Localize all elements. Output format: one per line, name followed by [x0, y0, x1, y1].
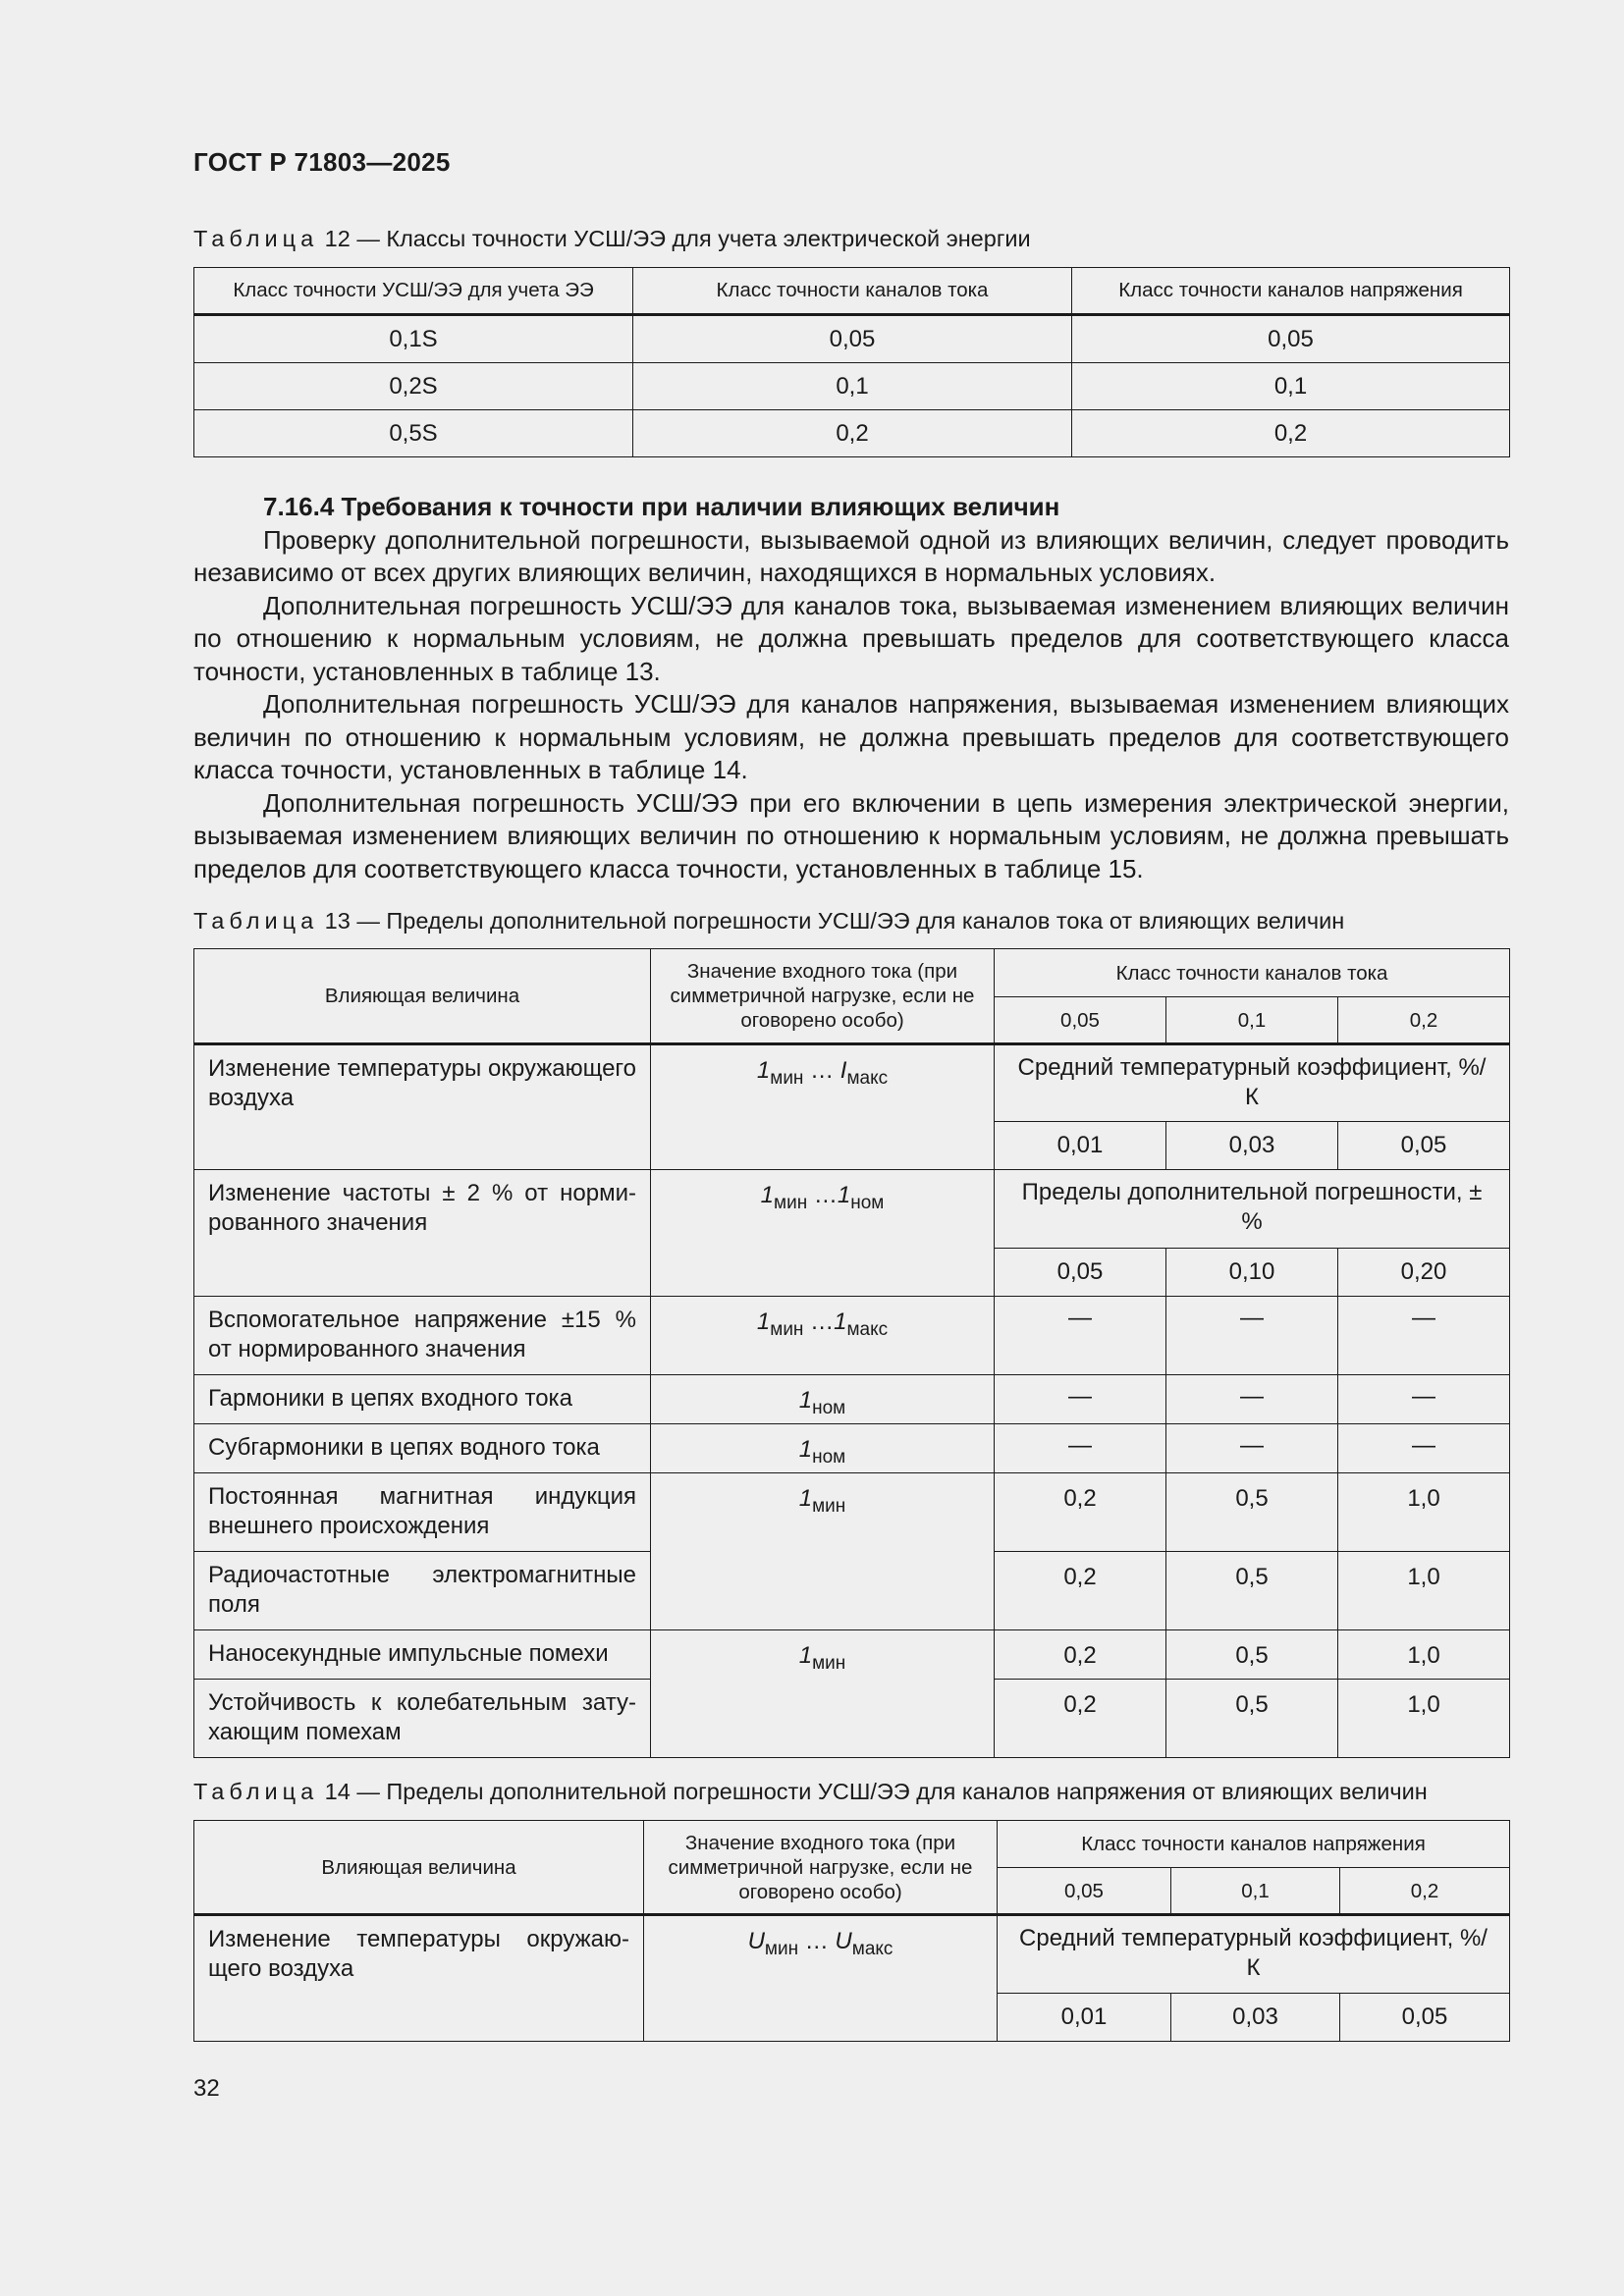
table-cell: — — [995, 1424, 1166, 1473]
class-column-header: 0,2 — [1340, 1868, 1510, 1915]
table-cell: 0,1 — [633, 363, 1072, 410]
table-cell: 0,03 — [1166, 1122, 1338, 1170]
current-range — [651, 1170, 995, 1297]
table-13-caption — [193, 908, 1344, 934]
table-cell: 1,0 — [1338, 1473, 1510, 1552]
quantity-label: Субгармоники в цепях водного тока — [194, 1424, 651, 1473]
quantity-label: Гармоники в цепях входного тока — [194, 1375, 651, 1424]
range-subscript: макс — [851, 1938, 893, 1959]
paragraph: Дополнительная погрешность УСШ/ЭЭ для каналов напряжения, вызываемая изменением влияющих величин по отношению к нормальным условиям, не должна превышать пределов для соответствующего класса точности, установленных в таблице 14. — [193, 689, 1509, 784]
range-subscript: мин — [812, 1495, 846, 1517]
table-cell: 0,05 — [1338, 1122, 1510, 1170]
class-column-header: 0,1 — [1166, 997, 1338, 1044]
range-symbol: U — [747, 1928, 765, 1954]
table-cell: — — [1338, 1297, 1510, 1375]
range-subscript: мин — [764, 1938, 799, 1959]
table-cell: 1,0 — [1338, 1630, 1510, 1680]
caption-word: Таблица — [193, 908, 319, 934]
range-symbol: 1 — [798, 1387, 813, 1414]
range-ellipsis: … — [798, 1928, 836, 1954]
table-header-row — [194, 949, 1510, 997]
range-subscript: макс — [846, 1318, 889, 1340]
page-number: 32 — [193, 2075, 220, 2102]
table-cell: 0,5S — [194, 410, 633, 457]
document-header: ГОСТ Р 71803—2025 — [193, 147, 451, 177]
table-cell: 0,1S — [194, 315, 633, 363]
table-cell: 0,03 — [1171, 1994, 1340, 2042]
column-header: Класс точности каналов тока — [633, 268, 1072, 315]
table-cell: — — [1166, 1375, 1338, 1424]
range-symbol: 1 — [798, 1642, 813, 1669]
limits-note: Пределы дополнительной погрешности, ± % — [995, 1170, 1510, 1249]
range-symbol: 1 — [760, 1182, 775, 1208]
table-cell: 0,5 — [1166, 1630, 1338, 1680]
current-range — [651, 1297, 995, 1375]
range-subscript: макс — [846, 1067, 889, 1089]
current-range — [651, 1473, 995, 1630]
table-12-caption — [193, 226, 1031, 252]
class-column-header: 0,1 — [1171, 1868, 1340, 1915]
caption-text: 13 — Пределы дополнительной погрешности УСШ/ЭЭ для каналов тока от влияющих величин — [318, 908, 1345, 934]
range-symbol: 1 — [834, 1308, 847, 1335]
range-subscript: мин — [812, 1652, 846, 1674]
table-cell: 0,2 — [995, 1473, 1166, 1552]
paragraph: Дополнительная погрешность УСШ/ЭЭ для каналов тока, вызываемая изменением влияющих величин по отношению к нормальным условиям, не должна превышать пределов для соответствующего класса точности, установленных в таблице 13. — [193, 590, 1509, 686]
table-cell: 0,05 — [633, 315, 1072, 363]
quantity-label: Устойчивость к колебательным затухающим помехам — [194, 1680, 651, 1758]
range-subscript: ном — [850, 1192, 885, 1213]
table-cell: 0,2 — [995, 1552, 1166, 1630]
table-row — [194, 363, 1510, 410]
voltage-range — [644, 1915, 998, 2042]
quantity-label: Изменение температуры окружающего воздуха — [194, 1915, 644, 2042]
table-cell: 0,5 — [1166, 1680, 1338, 1758]
column-header: Класс точности УСШ/ЭЭ для учета ЭЭ — [194, 268, 633, 315]
current-channel-error-table — [193, 948, 1510, 1758]
range-ellipsis: … — [803, 1308, 835, 1335]
table-cell: 0,05 — [1072, 315, 1510, 363]
table-header-row — [194, 268, 1510, 315]
table-cell: 0,2 — [995, 1680, 1166, 1758]
range-symbol: 1 — [756, 1057, 771, 1084]
caption-text: 12 — Классы точности УСШ/ЭЭ для учета электрической энергии — [318, 226, 1031, 251]
table-header-row — [194, 1821, 1510, 1868]
range-symbol: 1 — [837, 1182, 851, 1208]
range-ellipsis: … — [803, 1057, 840, 1084]
coefficient-note: Средний температурный коэффициент, %/К — [995, 1044, 1510, 1122]
table-cell: 0,5 — [1166, 1473, 1338, 1552]
class-column-header: 0,05 — [995, 997, 1166, 1044]
range-subscript: ном — [812, 1397, 846, 1418]
quantity-header: Влияющая величина — [194, 1821, 644, 1915]
table-cell: 1,0 — [1338, 1680, 1510, 1758]
range-subscript: ном — [812, 1446, 846, 1468]
table-cell: 0,2 — [1072, 410, 1510, 457]
table-14-caption — [193, 1779, 1428, 1805]
table-cell: 0,20 — [1338, 1249, 1510, 1297]
table-cell: 0,1 — [1072, 363, 1510, 410]
table-cell: 0,2 — [995, 1630, 1166, 1680]
table-row — [194, 1915, 1510, 1994]
table-row — [194, 1630, 1510, 1680]
current-range — [651, 1424, 995, 1473]
table-cell: — — [995, 1375, 1166, 1424]
table-row — [194, 1044, 1510, 1122]
section-heading: 7.16.4 Требования к точности при наличии влияющих величин — [263, 492, 1060, 521]
range-symbol: U — [835, 1928, 852, 1954]
caption-word: Таблица — [193, 1779, 319, 1804]
range-symbol: 1 — [756, 1308, 771, 1335]
caption-word: Таблица — [193, 226, 319, 251]
quantity-label: Наносекундные импульсные помехи — [194, 1630, 651, 1680]
class-column-header: 0,05 — [998, 1868, 1171, 1915]
class-header: Класс точности каналов напряжения — [998, 1821, 1510, 1868]
table-row — [194, 315, 1510, 363]
quantity-label: Радиочастотные электромагнитные поля — [194, 1552, 651, 1630]
table-cell: 0,01 — [995, 1122, 1166, 1170]
class-header: Класс точности каналов тока — [995, 949, 1510, 997]
table-row — [194, 1297, 1510, 1375]
section-body — [193, 491, 1509, 885]
paragraph: Проверку дополнительной погрешности, вызываемой одной из влияющих величин, следует проводить независимо от всех других влияющих величин, находящихся в нормальных условиях. — [193, 524, 1509, 587]
caption-text: 14 — Пределы дополнительной погрешности УСШ/ЭЭ для каналов напряжения от влияющих величин — [318, 1779, 1428, 1804]
table-cell: 0,05 — [995, 1249, 1166, 1297]
quantity-header: Влияющая величина — [194, 949, 651, 1044]
table-cell: 0,2 — [633, 410, 1072, 457]
table-row — [194, 1424, 1510, 1473]
table-cell: 1,0 — [1338, 1552, 1510, 1630]
range-symbol: 1 — [798, 1436, 813, 1463]
current-range — [651, 1375, 995, 1424]
table-cell: 0,5 — [1166, 1552, 1338, 1630]
table-cell: — — [1166, 1297, 1338, 1375]
coefficient-note: Средний температурный коэффициент, %/К — [998, 1915, 1510, 1994]
range-subscript: мин — [774, 1192, 808, 1213]
voltage-channel-error-table — [193, 1820, 1510, 2042]
input-current-header: Значение входного тока (при симметричной нагрузке, если не оговорено особо) — [644, 1821, 998, 1915]
quantity-label: Изменение температуры окружающего воздуха — [194, 1044, 651, 1170]
table-row — [194, 410, 1510, 457]
range-subscript: мин — [770, 1318, 804, 1340]
input-current-header: Значение входного тока (при симметричной нагрузке, если не оговорено особо) — [651, 949, 995, 1044]
quantity-label: Изменение частоты ± 2 % от нормированного значения — [194, 1170, 651, 1297]
table-row — [194, 1170, 1510, 1249]
table-cell: 0,10 — [1166, 1249, 1338, 1297]
current-range — [651, 1630, 995, 1758]
table-cell: 0,2S — [194, 363, 633, 410]
range-symbol: I — [839, 1057, 847, 1084]
table-cell: 0,01 — [998, 1994, 1171, 2042]
range-symbol: 1 — [798, 1485, 813, 1512]
table-row — [194, 1473, 1510, 1552]
paragraph: Дополнительная погрешность УСШ/ЭЭ при его включении в цепь измерения электрической энергии, вызываемая изменением влияющих величин по отношению к нормальным условиям, не должна превышать пределов для соответствующего класса точности, установленных в таблице 15. — [193, 787, 1509, 883]
accuracy-classes-table — [193, 267, 1510, 457]
table-row — [194, 1375, 1510, 1424]
range-subscript: мин — [770, 1067, 804, 1089]
table-cell: — — [995, 1297, 1166, 1375]
table-cell: — — [1166, 1424, 1338, 1473]
class-column-header: 0,2 — [1338, 997, 1510, 1044]
table-cell: — — [1338, 1375, 1510, 1424]
column-header: Класс точности каналов напряжения — [1072, 268, 1510, 315]
range-ellipsis: … — [807, 1182, 838, 1208]
table-cell: 0,05 — [1340, 1994, 1510, 2042]
table-cell: — — [1338, 1424, 1510, 1473]
current-range — [651, 1044, 995, 1170]
quantity-label: Постоянная магнитная индукция внешнего происхождения — [194, 1473, 651, 1552]
quantity-label: Вспомогательное напряжение ±15 % от нормированного значения — [194, 1297, 651, 1375]
